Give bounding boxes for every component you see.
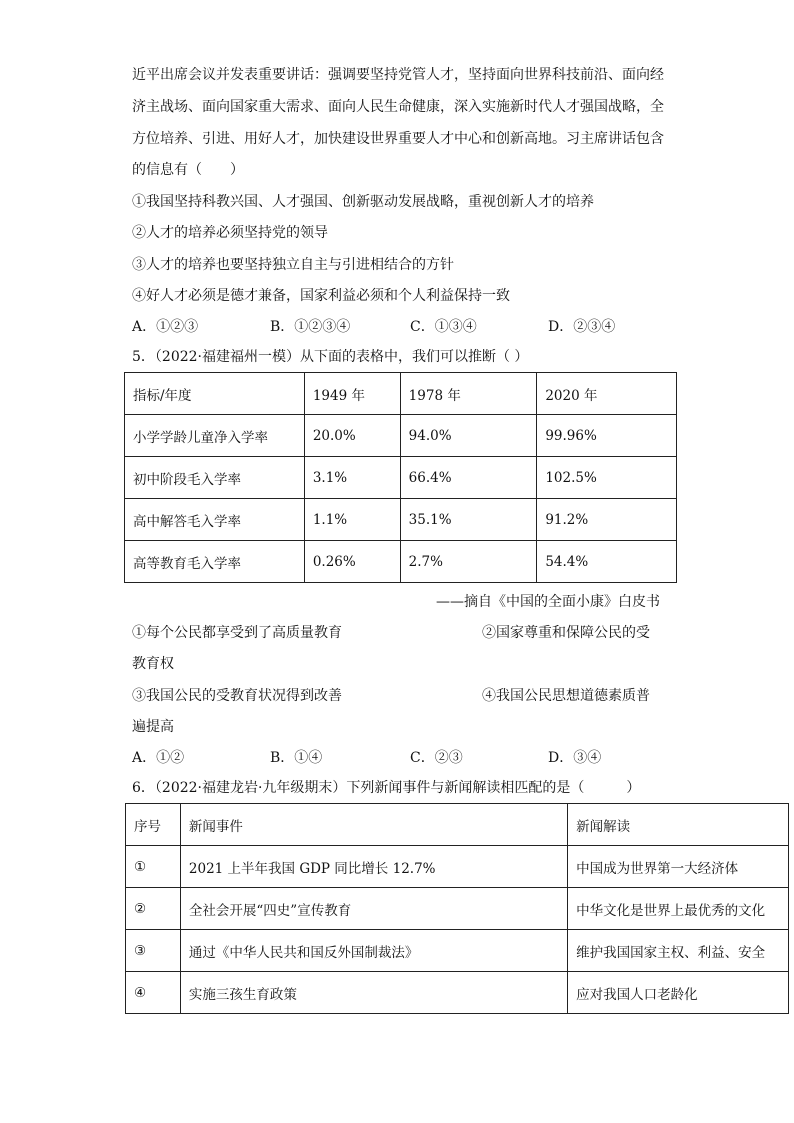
table-cell: 高等教育毛入学率 bbox=[125, 541, 305, 583]
table-row bbox=[125, 457, 677, 499]
table-cell: 0.26% bbox=[304, 541, 400, 583]
q5-option-c[interactable]: C．②③ bbox=[410, 750, 463, 766]
q4-statement-1: ①我国坚持科教兴国、人才强国、创新驱动发展战略，重视创新人才的培养 bbox=[132, 194, 594, 210]
q6-stem: 6．（2022·福建龙岩·九年级期末）下列新闻事件与新闻解读相匹配的是（ ） bbox=[132, 780, 641, 796]
q6-header-cell: 新闻事件 bbox=[180, 804, 567, 846]
table-cell: 应对我国人口老龄化 bbox=[568, 972, 789, 1014]
q5-table-header bbox=[125, 373, 677, 415]
q5-header-cell: 1978 年 bbox=[400, 373, 537, 415]
q5-statement-3: ③我国公民的受教育状况得到改善 bbox=[132, 688, 342, 704]
q4-option-a[interactable]: A．①②③ bbox=[132, 319, 199, 335]
table-cell: 2.7% bbox=[400, 541, 537, 583]
q5-statement-4-cont: 遍提高 bbox=[132, 719, 174, 735]
table-cell: 通过《中华人民共和国反外国制裁法》 bbox=[180, 930, 567, 972]
q5-statement-2: ②国家尊重和保障公民的受 bbox=[482, 625, 650, 641]
q6-table bbox=[125, 803, 789, 1014]
q5-option-d[interactable]: D．③④ bbox=[548, 750, 602, 766]
table-row bbox=[126, 930, 789, 972]
q4-statement-4: ④好人才必须是德才兼备，国家利益必须和个人利益保持一致 bbox=[132, 288, 510, 304]
table-cell: 实施三孩生育政策 bbox=[180, 972, 567, 1014]
table-row bbox=[125, 541, 677, 583]
q4-option-c[interactable]: C．①③④ bbox=[410, 319, 477, 335]
table-cell: 中华文化是世界上最优秀的文化 bbox=[568, 888, 789, 930]
table-cell: ① bbox=[126, 846, 181, 888]
table-cell: 全社会开展“四史”宣传教育 bbox=[180, 888, 567, 930]
q5-statement-2-cont: 教育权 bbox=[132, 656, 174, 672]
table-cell: 1.1% bbox=[304, 499, 400, 541]
q5-table bbox=[124, 372, 677, 583]
table-cell: 66.4% bbox=[400, 457, 537, 499]
table-cell: 54.4% bbox=[537, 541, 677, 583]
intro-line-3: 方位培养、引进、用好人才，加快建设世界重要人才中心和创新高地。习主席讲话包含 bbox=[132, 131, 664, 147]
q6-table-header bbox=[126, 804, 789, 846]
table-cell: ② bbox=[126, 888, 181, 930]
q6-header-cell: 序号 bbox=[126, 804, 181, 846]
table-cell: 初中阶段毛入学率 bbox=[125, 457, 305, 499]
table-cell: 维护我国国家主权、利益、安全 bbox=[568, 930, 789, 972]
intro-line-1: 近平出席会议并发表重要讲话：强调要坚持党管人才，坚持面向世界科技前沿、面向经 bbox=[132, 67, 664, 83]
table-cell: 2021 上半年我国 GDP 同比增长 12.7% bbox=[180, 846, 567, 888]
intro-line-4: 的信息有（ ） bbox=[132, 162, 244, 178]
q5-header-cell: 2020 年 bbox=[537, 373, 677, 415]
table-row bbox=[126, 888, 789, 930]
table-cell: 高中解答毛入学率 bbox=[125, 499, 305, 541]
table-cell: 20.0% bbox=[304, 415, 400, 457]
table-cell: ④ bbox=[126, 972, 181, 1014]
q5-statement-4: ④我国公民思想道德素质普 bbox=[482, 688, 650, 704]
q6-header-cell: 新闻解读 bbox=[568, 804, 789, 846]
table-cell: ③ bbox=[126, 930, 181, 972]
q5-header-cell: 指标/年度 bbox=[125, 373, 305, 415]
q5-source-caption: ——摘自《中国的全面小康》白皮书 bbox=[436, 594, 660, 610]
q4-option-b[interactable]: B．①②③④ bbox=[270, 319, 351, 335]
q5-header-cell: 1949 年 bbox=[304, 373, 400, 415]
table-cell: 3.1% bbox=[304, 457, 400, 499]
table-row bbox=[125, 499, 677, 541]
q4-statement-3: ③人才的培养也要坚持独立自主与引进相结合的方针 bbox=[132, 257, 454, 273]
q5-stem: 5．（2022·福建福州一模）从下面的表格中，我们可以推断（ ） bbox=[132, 349, 529, 365]
q4-option-d[interactable]: D．②③④ bbox=[548, 319, 616, 335]
table-row bbox=[126, 972, 789, 1014]
table-cell: 35.1% bbox=[400, 499, 537, 541]
q5-option-b[interactable]: B．①④ bbox=[270, 750, 323, 766]
table-cell: 91.2% bbox=[537, 499, 677, 541]
intro-line-2: 济主战场、面向国家重大需求、面向人民生命健康，深入实施新时代人才强国战略，全 bbox=[132, 99, 664, 115]
q4-statement-2: ②人才的培养必须坚持党的领导 bbox=[132, 225, 328, 241]
table-cell: 94.0% bbox=[400, 415, 537, 457]
table-row bbox=[126, 846, 789, 888]
q5-option-a[interactable]: A．①② bbox=[132, 750, 185, 766]
table-cell: 102.5% bbox=[537, 457, 677, 499]
table-cell: 小学学龄儿童净入学率 bbox=[125, 415, 305, 457]
table-cell: 99.96% bbox=[537, 415, 677, 457]
table-cell: 中国成为世界第一大经济体 bbox=[568, 846, 789, 888]
table-row bbox=[125, 415, 677, 457]
q5-statement-1: ①每个公民都享受到了高质量教育 bbox=[132, 625, 342, 641]
